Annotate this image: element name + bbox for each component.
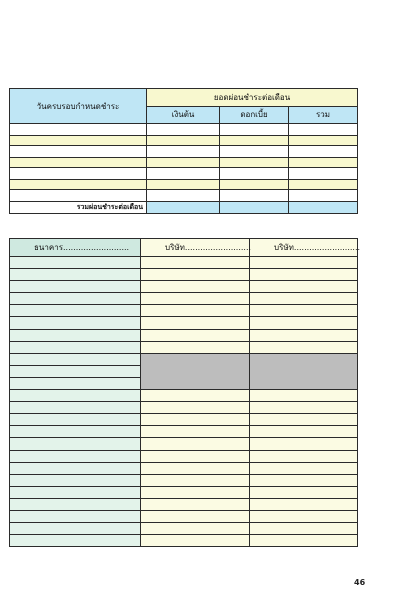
- comparison-row: [10, 402, 358, 414]
- comparison-row: [10, 353, 358, 365]
- monthly-payment-header: ยอดผ่อนชำระต่อเดือน: [147, 89, 358, 107]
- company-b-cell[interactable]: [250, 450, 358, 462]
- bank-cell[interactable]: [10, 414, 141, 426]
- company-a-cell[interactable]: [141, 317, 250, 329]
- company-a-cell[interactable]: [141, 438, 250, 450]
- comparison-row: [10, 462, 358, 474]
- company-a-cell[interactable]: [141, 462, 250, 474]
- company-b-cell[interactable]: [250, 293, 358, 305]
- total-row: [10, 202, 358, 214]
- comparison-row: [10, 498, 358, 510]
- bank-cell[interactable]: [10, 341, 141, 353]
- bank-cell[interactable]: [10, 523, 141, 535]
- principal-cell[interactable]: [147, 190, 220, 202]
- company-b-cell[interactable]: [250, 426, 358, 438]
- comparison-row: [10, 293, 358, 305]
- interest-cell[interactable]: [220, 168, 289, 180]
- due-date-cell[interactable]: [10, 158, 147, 168]
- total-sum-cell[interactable]: [289, 202, 358, 214]
- bank-cell[interactable]: [10, 390, 141, 402]
- due-date-cell[interactable]: [10, 168, 147, 180]
- company-b-cell[interactable]: [250, 414, 358, 426]
- installment-row: [10, 168, 358, 180]
- bank-cell[interactable]: [10, 329, 141, 341]
- due-date-cell[interactable]: [10, 180, 147, 190]
- company-b-cell[interactable]: [250, 329, 358, 341]
- total-header: รวม: [289, 106, 358, 124]
- company-b-cell[interactable]: [250, 281, 358, 293]
- total-cell[interactable]: [289, 136, 358, 146]
- company-b-cell[interactable]: [250, 498, 358, 510]
- company-a-cell[interactable]: [141, 414, 250, 426]
- bank-cell[interactable]: [10, 281, 141, 293]
- principal-cell[interactable]: [147, 124, 220, 136]
- company-a-cell[interactable]: [141, 402, 250, 414]
- company-b-cell[interactable]: [250, 402, 358, 414]
- company-a-cell[interactable]: [141, 305, 250, 317]
- company-b-cell[interactable]: [250, 390, 358, 402]
- company-a-cell[interactable]: [141, 486, 250, 498]
- total-cell[interactable]: [289, 180, 358, 190]
- bank-cell[interactable]: [10, 426, 141, 438]
- principal-cell[interactable]: [147, 168, 220, 180]
- company-b-header: บริษัท..........................: [250, 239, 358, 257]
- bank-cell[interactable]: [10, 462, 141, 474]
- comparison-row: [10, 450, 358, 462]
- comparison-row: [10, 414, 358, 426]
- company-b-shaded-cell: [250, 353, 358, 389]
- comparison-row: [10, 486, 358, 498]
- principal-cell[interactable]: [147, 146, 220, 158]
- comparison-row: [10, 329, 358, 341]
- comparison-row: [10, 390, 358, 402]
- company-a-cell[interactable]: [141, 341, 250, 353]
- comparison-row: [10, 426, 358, 438]
- installment-row: [10, 158, 358, 168]
- principal-header: เงินต้น: [147, 106, 220, 124]
- bank-cell[interactable]: [10, 486, 141, 498]
- company-b-cell[interactable]: [250, 510, 358, 522]
- company-b-cell[interactable]: [250, 462, 358, 474]
- total-cell[interactable]: [289, 124, 358, 136]
- company-a-cell[interactable]: [141, 293, 250, 305]
- bank-header: ธนาคาร..........................: [10, 239, 141, 257]
- company-a-cell[interactable]: [141, 329, 250, 341]
- bank-cell[interactable]: [10, 535, 141, 547]
- bank-cell[interactable]: [10, 317, 141, 329]
- comparison-rows: [10, 257, 358, 547]
- comparison-row: [10, 305, 358, 317]
- due-date-cell[interactable]: [10, 146, 147, 158]
- bank-cell[interactable]: [10, 450, 141, 462]
- installment-table: [9, 88, 358, 214]
- total-cell[interactable]: [289, 168, 358, 180]
- installment-row: [10, 146, 358, 158]
- bank-cell[interactable]: [10, 257, 141, 269]
- bank-cell[interactable]: [10, 438, 141, 450]
- bank-cell[interactable]: [10, 498, 141, 510]
- comparison-row: [10, 317, 358, 329]
- interest-cell[interactable]: [220, 190, 289, 202]
- company-b-cell[interactable]: [250, 341, 358, 353]
- total-principal-cell[interactable]: [147, 202, 220, 214]
- installment-row: [10, 190, 358, 202]
- company-a-cell[interactable]: [141, 523, 250, 535]
- company-b-cell[interactable]: [250, 486, 358, 498]
- principal-cell[interactable]: [147, 136, 220, 146]
- interest-cell[interactable]: [220, 180, 289, 190]
- company-b-cell[interactable]: [250, 305, 358, 317]
- company-a-cell[interactable]: [141, 498, 250, 510]
- bank-cell[interactable]: [10, 269, 141, 281]
- company-b-cell[interactable]: [250, 535, 358, 547]
- comparison-row: [10, 281, 358, 293]
- principal-cell[interactable]: [147, 158, 220, 168]
- company-a-cell[interactable]: [141, 269, 250, 281]
- total-interest-cell[interactable]: [220, 202, 289, 214]
- company-a-cell[interactable]: [141, 474, 250, 486]
- comparison-row: [10, 474, 358, 486]
- company-a-cell[interactable]: [141, 281, 250, 293]
- interest-cell[interactable]: [220, 146, 289, 158]
- interest-cell[interactable]: [220, 136, 289, 146]
- due-date-header: วันครบรอบกำหนดชำระ: [10, 89, 147, 124]
- due-date-cell[interactable]: [10, 124, 147, 136]
- company-a-cell[interactable]: [141, 257, 250, 269]
- company-b-cell[interactable]: [250, 317, 358, 329]
- total-cell[interactable]: [289, 158, 358, 168]
- installment-row: [10, 124, 358, 136]
- company-a-cell[interactable]: [141, 535, 250, 547]
- company-b-cell[interactable]: [250, 438, 358, 450]
- bank-cell[interactable]: [10, 293, 141, 305]
- interest-cell[interactable]: [220, 158, 289, 168]
- comparison-row: [10, 341, 358, 353]
- company-a-cell[interactable]: [141, 450, 250, 462]
- comparison-row: [10, 510, 358, 522]
- bank-cell[interactable]: [10, 377, 141, 389]
- installment-row: [10, 136, 358, 146]
- due-date-cell[interactable]: [10, 190, 147, 202]
- principal-cell[interactable]: [147, 180, 220, 190]
- comparison-row: [10, 523, 358, 535]
- installment-row: [10, 180, 358, 190]
- page-number: 46: [354, 578, 366, 587]
- company-b-cell[interactable]: [250, 269, 358, 281]
- company-a-cell[interactable]: [141, 390, 250, 402]
- company-b-cell[interactable]: [250, 523, 358, 535]
- bank-cell[interactable]: [10, 474, 141, 486]
- company-b-cell[interactable]: [250, 474, 358, 486]
- bank-cell[interactable]: [10, 305, 141, 317]
- due-date-cell[interactable]: [10, 136, 147, 146]
- company-a-shaded-cell: [141, 353, 250, 389]
- comparison-row: [10, 257, 358, 269]
- comparison-row: [10, 438, 358, 450]
- company-a-header: บริษัท..........................: [141, 239, 250, 257]
- bank-cell[interactable]: [10, 353, 141, 365]
- comparison-row: [10, 269, 358, 281]
- comparison-row: [10, 535, 358, 547]
- bank-cell[interactable]: [10, 510, 141, 522]
- comparison-table: [9, 238, 361, 547]
- installment-rows: [10, 124, 358, 202]
- total-cell[interactable]: [289, 146, 358, 158]
- interest-header: ดอกเบี้ย: [220, 106, 289, 124]
- company-a-cell[interactable]: [141, 426, 250, 438]
- total-cell[interactable]: [289, 190, 358, 202]
- interest-cell[interactable]: [220, 124, 289, 136]
- company-b-cell[interactable]: [250, 257, 358, 269]
- bank-cell[interactable]: [10, 365, 141, 377]
- company-a-cell[interactable]: [141, 510, 250, 522]
- bank-cell[interactable]: [10, 402, 141, 414]
- total-label: รวมผ่อนชำระต่อเดือน: [10, 202, 147, 214]
